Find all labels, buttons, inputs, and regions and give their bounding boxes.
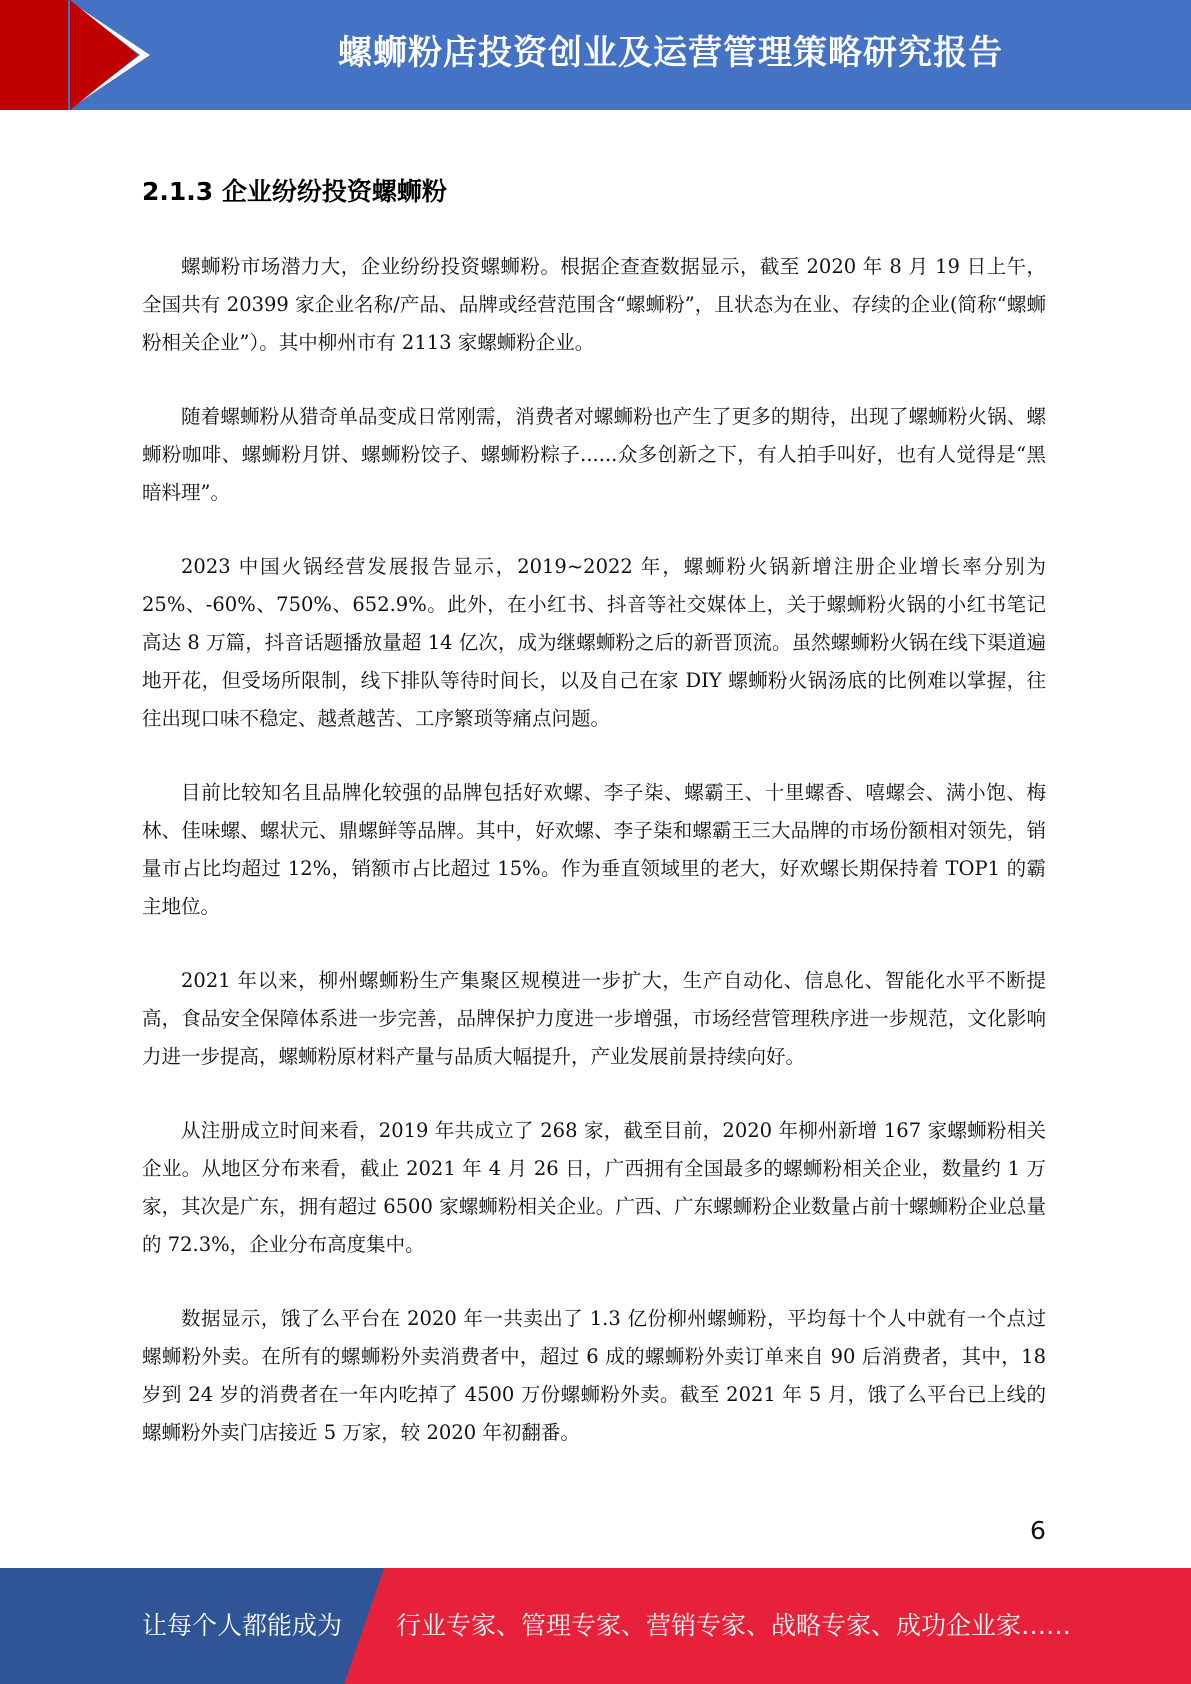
- section-heading: 2.1.3 企业纷纷投资螺蛳粉: [142, 177, 447, 206]
- footer-slogan-right: 行业专家、管理专家、营销专家、战略专家、成功企业家……: [396, 1611, 1072, 1640]
- header-red-arrow: [70, 0, 138, 110]
- report-title: 螺蛳粉店投资创业及运营管理策略研究报告: [338, 33, 1003, 73]
- paragraph: 目前比较知名且品牌化较强的品牌包括好欢螺、李子柒、螺霸王、十里螺香、嘻螺会、满小饱、梅林、佳味螺、螺状元、鼎螺鲜等品牌。其中，好欢螺、李子柒和螺霸王三大品牌的市场份额相对领先，销量市占比均超过 12%，销额市占比超过 15%。作为垂直领域里的老大，好欢螺长期保持着 TOP1 的霸主地位。: [142, 781, 1046, 918]
- header-banner: [0, 0, 1191, 110]
- paragraph: 随着螺蛳粉从猎奇单品变成日常刚需，消费者对螺蛳粉也产生了更多的期待，出现了螺蛳粉火锅、螺蛳粉咖啡、螺蛳粉月饼、螺蛳粉饺子、螺蛳粉粽子......众多创新之下，有人拍手叫好，也有人觉得是“黑暗料理”。: [142, 405, 1046, 504]
- footer-slogan-left: 让每个人都能成为: [142, 1611, 343, 1640]
- paragraph: 2023 中国火锅经营发展报告显示，2019~2022 年，螺蛳粉火锅新增注册企业增长率分别为 25%、-60%、750%、652.9%。此外，在小红书、抖音等社交媒体上，关于螺蛳粉火锅的小红书笔记高达 8 万篇，抖音话题播放量超 14 亿次，成为继螺蛳粉之后的新晋顶流。虽然螺蛳粉火锅在线下渠道遍地开花，但受场所限制，线下排队等待时间长，以及自己在家 DIY 螺蛳粉火锅汤底的比例难以掌握，往往出现口味不稳定、越煮越苦、工序繁琐等痛点问题。: [142, 555, 1046, 730]
- paragraph: 从注册成立时间来看，2019 年共成立了 268 家，截至目前，2020 年柳州新增 167 家螺蛳粉相关企业。从地区分布来看，截止 2021 年 4 月 26 日，广西拥有全国最多的螺蛳粉相关企业，数量约 1 万家，其次是广东，拥有超过 6500 家螺蛳粉相关企业。广西、广东螺蛳粉企业数量占前十螺蛳粉企业总量的 72.3%，企业分布高度集中。: [142, 1119, 1046, 1256]
- page-number: 6: [1030, 1516, 1046, 1545]
- paragraph: 螺蛳粉市场潜力大，企业纷纷投资螺蛳粉。根据企查查数据显示，截至 2020 年 8 月 19 日上午，全国共有 20399 家企业名称/产品、品牌或经营范围含“螺蛳粉”，且状态为在业、存续的企业(简称“螺蛳粉相关企业”）。其中柳州市有 2113 家螺蛳粉企业。: [142, 255, 1046, 354]
- body-content: [142, 248, 1046, 1488]
- footer-banner: [0, 1568, 1191, 1684]
- paragraph: 2021 年以来，柳州螺蛳粉生产集聚区规模进一步扩大，生产自动化、信息化、智能化水平不断提高，食品安全保障体系进一步完善，品牌保护力度进一步增强，市场经营管理秩序进一步规范，文化影响力进一步提高，螺蛳粉原材料产量与品质大幅提升，产业发展前景持续向好。: [142, 969, 1046, 1068]
- header-red-block: [0, 0, 70, 110]
- paragraph: 数据显示，饿了么平台在 2020 年一共卖出了 1.3 亿份柳州螺蛳粉，平均每十个人中就有一个点过螺蛳粉外卖。在所有的螺蛳粉外卖消费者中，超过 6 成的螺蛳粉外卖订单来自 90 后消费者，其中，18 岁到 24 岁的消费者在一年内吃掉了 4500 万份螺蛳粉外卖。截至 2021 年 5 月，饿了么平台已上线的螺蛳粉外卖门店接近 5 万家，较 2020 年初翻番。: [142, 1307, 1046, 1444]
